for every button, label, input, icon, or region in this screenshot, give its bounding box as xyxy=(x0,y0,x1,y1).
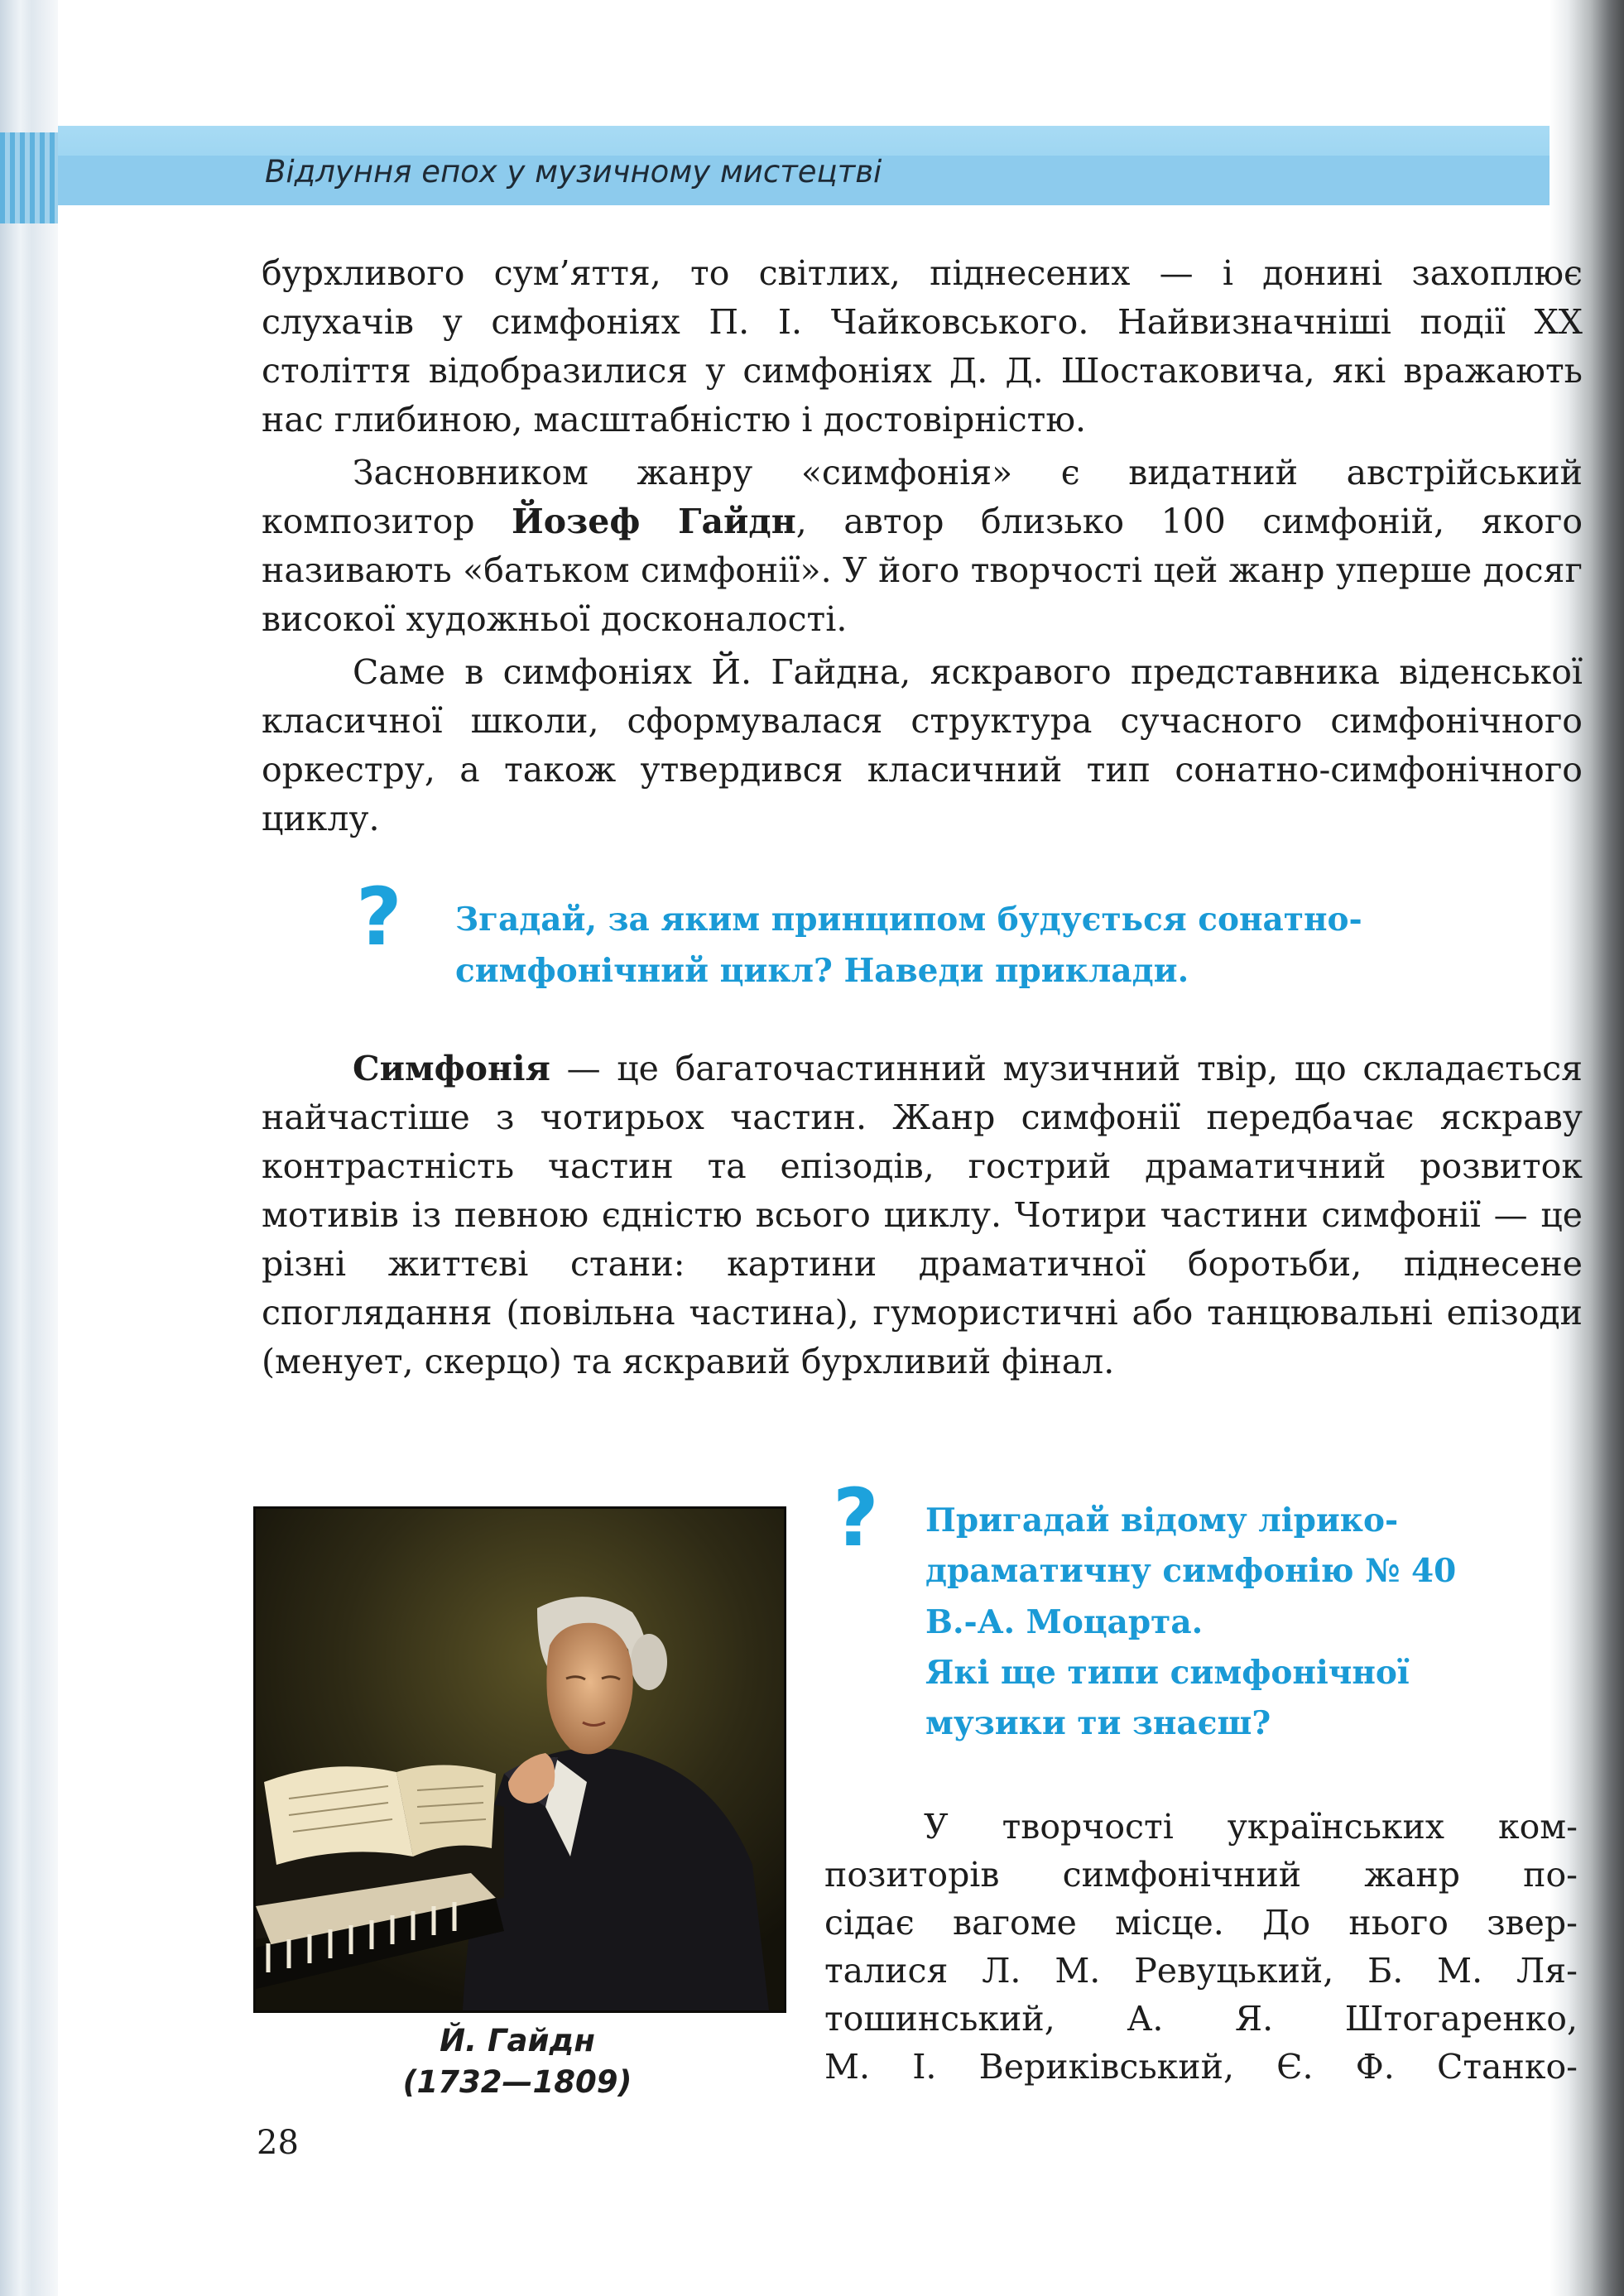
portrait-caption-name: Й. Гайдн xyxy=(440,2023,595,2058)
paragraph-4-text xyxy=(262,1045,1583,1386)
question-1-line-1: Згадай, за яким принципом будується сонатно- xyxy=(455,901,1362,939)
right-column-line-3: сідає вагоме місце. До нього звер- xyxy=(824,1903,1578,1943)
haydn-portrait xyxy=(253,1506,786,2013)
paragraph-2-text xyxy=(262,449,1583,644)
paragraph-1-text: бурхливого сум’яття, то світлих, піднесених — і донині захоплює слухачів у симфоніях П. І. Чайковського. Найвизначніші події XX століття відобразилися у симфоніях Д. Д. Шостаковича, які вражають нас глибиною, масштабністю і достовірністю. xyxy=(262,253,1583,440)
page-stack-edge xyxy=(0,0,58,2296)
right-column-line-2: позиторів симфонічний жанр по- xyxy=(824,1855,1578,1895)
paragraph-4 xyxy=(262,1045,1583,1386)
haydn-name: Йозеф Гайдн xyxy=(512,502,796,541)
right-column-line-5: тошинський, А. Я. Штогаренко, xyxy=(824,1999,1578,2039)
question-2-line-4: Які ще типи симфонічної xyxy=(925,1654,1410,1692)
paragraph-1 xyxy=(262,249,1583,444)
header-title: Відлуння епох у музичному мистецтві xyxy=(265,154,882,190)
paragraph-2-start: Засновником жанру «симфонія» є видатний австрійський композитор xyxy=(262,453,1583,541)
question-2-line-3: В.-А. Моцарта. xyxy=(925,1603,1204,1641)
right-column-line-4: талися Л. М. Ревуцький, Б. М. Ля- xyxy=(824,1951,1578,1991)
right-column-line-6: М. І. Вериківський, Є. Ф. Станко- xyxy=(824,2047,1578,2087)
paragraph-3-text: Саме в симфоніях Й. Гайдна, яскравого представника віденської класичної школи, сформувалася структура сучасного симфонічного оркестру, а також утвердився класичний тип сонатно-симфонічного циклу. xyxy=(262,652,1583,838)
question-2-line-2: драматичну симфонію № 40 xyxy=(925,1552,1457,1590)
paragraph-3 xyxy=(262,648,1583,843)
paragraph-2-end: , автор близько 100 симфоній, якого називають «батьком симфонії». У його творчості цей жанр уперше досяг високої художньої досконалості. xyxy=(262,502,1583,639)
question-1-line-2: симфонічний цикл? Наведи приклади. xyxy=(455,952,1189,990)
question-2-line-5: музики ти знаєш? xyxy=(925,1704,1271,1742)
question-mark-icon: ? xyxy=(356,871,402,963)
page-stack-tab xyxy=(0,132,58,223)
paragraph-2 xyxy=(262,449,1583,644)
question-mark-icon: ? xyxy=(833,1472,879,1564)
right-column-line-1: У творчості українських ком- xyxy=(924,1807,1578,1847)
ukrainian-composers-paragraph xyxy=(824,1803,1578,2091)
paragraph-4-definition: — це багаточастинний музичний твір, що складається найчастіше з чотирьох частин. Жанр симфонії передбачає яскраву контрастність частин та епізодів, гострий драматичний розвиток мотивів із певною єдністю всього циклу. Чотири частини симфонії — це різні життєві стани: картини драматичної боротьби, піднесене споглядання (повільна частина), гумористичні або танцювальні епізоди (менует, скерцо) та яскравий бурхливий фінал. xyxy=(262,1049,1583,1381)
portrait-caption-years: (1732—1809) xyxy=(402,2064,632,2100)
page-number: 28 xyxy=(257,2124,299,2162)
question-2-line-1: Пригадай відому лірико- xyxy=(925,1501,1399,1539)
haydn-portrait-illustration xyxy=(256,1509,784,2010)
symphony-term: Симфонія xyxy=(353,1049,550,1088)
